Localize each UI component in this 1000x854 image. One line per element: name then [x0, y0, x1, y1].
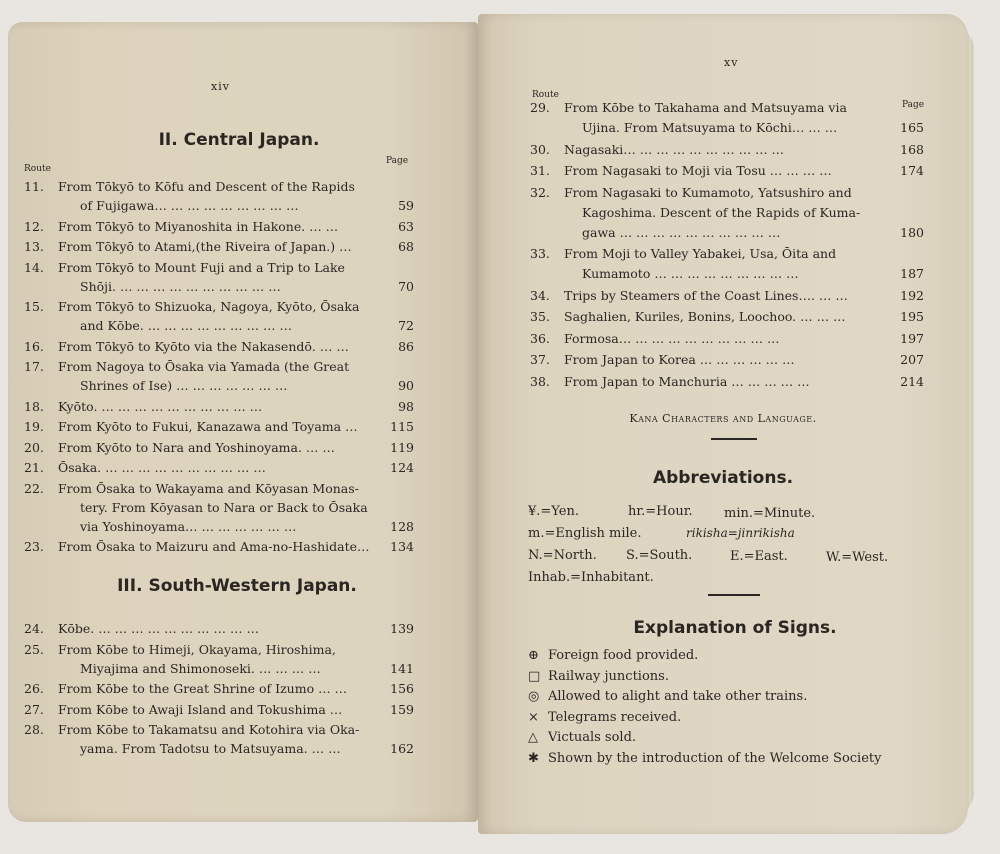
- route-text: Kumamoto … … … … … … … … …: [582, 266, 799, 281]
- route-text: From Kōbe to Takamatsu and Kotohira via Oka-: [58, 722, 360, 737]
- route-label-right: Route: [532, 90, 559, 100]
- route-number: 27.: [24, 701, 44, 717]
- route-page: 141: [390, 660, 414, 676]
- route-page: 187: [900, 266, 924, 281]
- divider-1: [711, 438, 757, 440]
- route-text: From Kyōto to Fukui, Kanazawa and Toyama …: [58, 419, 358, 434]
- route-number: 31.: [530, 163, 550, 178]
- route-page: 165: [900, 120, 924, 135]
- route-number: 28.: [24, 722, 44, 737]
- abbr-inhabitant: Inhab.=Inhabitant.: [528, 570, 654, 585]
- abbr-east: E.=East.: [730, 549, 788, 564]
- route-entry: [530, 329, 924, 349]
- abbr-south: S.=South.: [626, 548, 693, 563]
- route-entry: [24, 640, 414, 678]
- route-text: From Kōbe to the Great Shrine of Izumo … …: [58, 681, 348, 696]
- route-page: 68: [398, 239, 414, 254]
- sign-symbol-icon: ✱: [528, 750, 539, 766]
- route-number: 33.: [530, 246, 550, 261]
- route-number: 20.: [24, 439, 44, 455]
- sign-item: [528, 751, 881, 766]
- route-entry: [24, 479, 414, 536]
- route-number: 19.: [24, 419, 44, 434]
- sign-item: [528, 648, 698, 663]
- route-number: 24.: [24, 621, 44, 636]
- route-page: 72: [398, 318, 414, 333]
- route-label-left: Route: [24, 164, 51, 174]
- route-page: 86: [398, 338, 414, 354]
- route-text: From Ōsaka to Wakayama and Kōyasan Monas-: [58, 480, 359, 496]
- route-entry: [530, 372, 924, 392]
- divider-2: [708, 594, 760, 596]
- route-text: From Ōsaka to Maizuru and Ama-no-Hashidate…: [58, 539, 370, 554]
- abbr-mile: m.=English mile.: [528, 526, 642, 541]
- route-number: 38.: [530, 373, 550, 389]
- route-text: Ujina. From Matsuyama to Kōchi… … …: [582, 120, 838, 135]
- sign-item: [528, 669, 669, 684]
- route-text: via Yoshinoyama… … … … … … …: [80, 518, 297, 534]
- sign-symbol-icon: △: [528, 730, 538, 745]
- route-entry: [24, 720, 414, 758]
- route-entry: [24, 417, 414, 436]
- route-number: 16.: [24, 338, 44, 354]
- abbreviations-title: Abbreviations.: [652, 468, 794, 488]
- route-text: From Kōbe to Awaji Island and Tokushima …: [58, 701, 343, 717]
- route-entry: [24, 458, 414, 477]
- route-text: From Kōbe to Takahama and Matsuyama via: [564, 100, 847, 115]
- route-page: 59: [398, 198, 414, 213]
- route-page: 128: [390, 518, 414, 534]
- route-page: 195: [900, 309, 924, 324]
- abbr-yen: ¥.=Yen.: [528, 504, 579, 519]
- route-text: Shōji. … … … … … … … … … …: [80, 278, 281, 294]
- route-entry: [24, 619, 414, 638]
- route-page: 168: [900, 141, 924, 157]
- route-text: From Kyōto to Nara and Yoshinoyama. … …: [58, 439, 335, 455]
- abbr-west: W.=West.: [826, 550, 889, 565]
- sign-text: Foreign food provided.: [548, 648, 699, 663]
- route-number: 35.: [530, 309, 550, 324]
- kana-heading: Kana Characters and Language.: [629, 412, 817, 425]
- route-number: 13.: [24, 239, 44, 254]
- sign-text: Railway junctions.: [548, 668, 669, 684]
- route-number: 36.: [530, 330, 550, 346]
- route-number: 30.: [530, 141, 550, 157]
- route-entry: [24, 357, 414, 395]
- route-entry: [24, 397, 414, 416]
- route-text: Trips by Steamers of the Coast Lines…. … …: [564, 287, 848, 303]
- route-number: 32.: [530, 184, 550, 200]
- section-title-central: II. Central Japan.: [158, 130, 320, 150]
- route-text: Ōsaka. … … … … … … … … … …: [58, 460, 266, 475]
- section-title-southwest: III. South-Western Japan.: [117, 576, 357, 596]
- route-text: From Tōkyō to Miyanoshita in Hakone. … …: [58, 218, 339, 234]
- route-page: 180: [900, 224, 924, 240]
- route-text: Miyajima and Shimonoseki. … … … …: [80, 660, 321, 676]
- route-text: From Japan to Korea … … … … … …: [564, 352, 795, 367]
- route-page: 197: [900, 330, 924, 346]
- route-page: 70: [398, 278, 414, 294]
- route-text: From Moji to Valley Yabakei, Usa, Ōita and: [564, 246, 837, 261]
- route-number: 22.: [24, 480, 44, 496]
- route-number: 37.: [530, 352, 550, 367]
- route-text: From Tōkyō to Kōfu and Descent of the Rapids: [58, 179, 355, 194]
- route-text: and Kōbe. … … … … … … … … …: [80, 318, 292, 333]
- route-page: 192: [900, 287, 924, 303]
- route-page: 139: [390, 621, 414, 636]
- route-number: 11.: [24, 179, 44, 194]
- abbr-rikisha: rikisha=jinrikisha: [686, 526, 795, 540]
- route-entry: [24, 217, 414, 236]
- route-number: 17.: [24, 359, 44, 374]
- route-number: 29.: [530, 100, 550, 115]
- route-page: 159: [390, 701, 414, 717]
- route-entry: [530, 183, 924, 243]
- route-text: From Tōkyō to Kyōto via the Nakasendō. … …: [58, 338, 349, 354]
- route-entry: [24, 297, 414, 335]
- route-number: 12.: [24, 218, 44, 234]
- route-number: 21.: [24, 460, 44, 475]
- route-entry: [24, 237, 414, 256]
- route-text: Formosa… … … … … … … … … …: [564, 330, 780, 346]
- route-number: 23.: [24, 539, 44, 554]
- route-entry: [24, 537, 414, 556]
- abbr-minute: min.=Minute.: [724, 506, 816, 521]
- route-entry: [24, 700, 414, 719]
- route-page: 63: [398, 218, 414, 234]
- route-number: 34.: [530, 287, 550, 303]
- route-page: 207: [900, 352, 924, 367]
- route-text: From Tōkyō to Mount Fuji and a Trip to Lake: [58, 259, 345, 275]
- route-text: From Tōkyō to Atami,(the Riveira of Japan.) …: [58, 239, 352, 254]
- route-text: From Nagasaki to Moji via Tosu … … … …: [564, 163, 832, 178]
- route-entry: [24, 679, 414, 698]
- route-text: tery. From Kōyasan to Nara or Back to Ōsaka: [80, 499, 368, 515]
- sign-text: Victuals sold.: [548, 730, 637, 745]
- route-text: yama. From Tadotsu to Matsuyama. … …: [80, 741, 341, 756]
- route-entry: [530, 350, 924, 370]
- route-text: Kagoshima. Descent of the Rapids of Kuma-: [582, 204, 861, 220]
- route-entry: [530, 140, 924, 160]
- route-text: From Japan to Manchuria … … … … …: [564, 373, 810, 389]
- route-entry: [530, 98, 924, 138]
- route-page: 124: [390, 460, 414, 475]
- route-text: gawa … … … … … … … … … …: [582, 224, 781, 240]
- route-page: 174: [900, 163, 924, 178]
- route-number: 25.: [24, 641, 44, 657]
- left-page: [8, 22, 478, 822]
- route-text: From Nagoya to Ōsaka via Yamada (the Great: [58, 359, 350, 374]
- sign-symbol-icon: ⊕: [528, 648, 539, 663]
- route-entry: [24, 177, 414, 215]
- page-number-left: xiv: [211, 80, 230, 93]
- sign-item: [528, 710, 681, 725]
- route-text: Kōbe. … … … … … … … … … …: [58, 621, 259, 636]
- signs-title: Explanation of Signs.: [633, 618, 837, 638]
- route-entry: [24, 337, 414, 356]
- route-text: From Tōkyō to Shizuoka, Nagoya, Kyōto, Ōsaka: [58, 299, 360, 314]
- route-number: 26.: [24, 681, 44, 696]
- route-text: From Nagasaki to Kumamoto, Yatsushiro and: [564, 184, 852, 200]
- route-entry: [530, 307, 924, 327]
- sign-symbol-icon: ◎: [528, 689, 540, 704]
- route-page: 90: [398, 378, 414, 393]
- sign-text: Shown by the introduction of the Welcome Society: [548, 750, 882, 766]
- abbr-hour: hr.=Hour.: [628, 504, 693, 519]
- route-page: 156: [390, 681, 414, 696]
- route-page: 98: [398, 398, 414, 414]
- sign-text: Telegrams received.: [548, 709, 682, 725]
- right-page: [478, 14, 968, 834]
- sign-item: [528, 689, 807, 704]
- page-label-right: Page: [902, 100, 925, 110]
- route-text: Kyōto. … … … … … … … … … …: [58, 398, 263, 414]
- page-number-right: xv: [724, 56, 739, 69]
- route-page: 115: [390, 419, 414, 434]
- route-page: 214: [900, 373, 924, 389]
- route-entry: [530, 244, 924, 284]
- route-entry: [530, 286, 924, 306]
- route-page: 162: [390, 741, 414, 756]
- route-text: Shrines of Ise) … … … … … … …: [80, 378, 288, 393]
- route-text: Nagasaki… … … … … … … … … …: [564, 141, 785, 157]
- sign-symbol-icon: ×: [528, 709, 539, 725]
- abbr-north: N.=North.: [528, 548, 597, 563]
- route-text: From Kōbe to Himeji, Okayama, Hiroshima,: [58, 641, 336, 657]
- route-page: 119: [390, 439, 414, 455]
- route-number: 18.: [24, 398, 44, 414]
- route-text: Saghalien, Kuriles, Bonins, Loochoo. … … …: [564, 309, 846, 324]
- page-label-left: Page: [386, 156, 409, 166]
- route-entry: [530, 161, 924, 181]
- route-number: 15.: [24, 299, 44, 314]
- sign-item: [528, 730, 636, 745]
- sign-symbol-icon: □: [528, 668, 541, 684]
- route-text: of Fujigawa… … … … … … … … …: [80, 198, 299, 213]
- sign-text: Allowed to alight and take other trains.: [548, 689, 808, 704]
- route-entry: [24, 438, 414, 457]
- route-page: 134: [390, 539, 414, 554]
- route-number: 14.: [24, 259, 44, 275]
- route-entry: [24, 258, 414, 296]
